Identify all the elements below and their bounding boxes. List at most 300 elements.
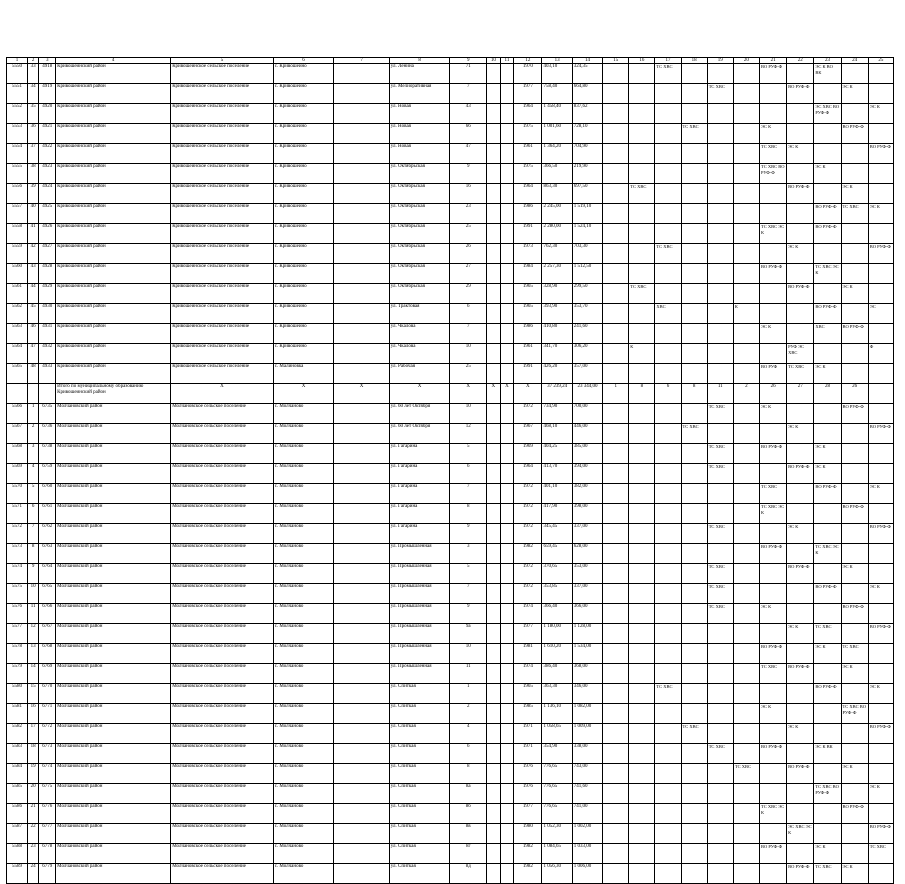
locality-cell: с. Молчаново bbox=[273, 544, 334, 564]
district-cell: Молчановский район bbox=[56, 484, 171, 504]
district-cell: Кривошеинский район bbox=[56, 124, 171, 144]
row-index: 14 bbox=[27, 664, 39, 684]
work-cell bbox=[814, 804, 841, 824]
blank-cell bbox=[334, 84, 389, 104]
object-id: 4919 bbox=[39, 84, 56, 104]
subtotal-label: Итого по муниципальному образованию Кривошеинский район bbox=[56, 384, 171, 404]
work-cell bbox=[733, 64, 759, 84]
work-cell bbox=[681, 644, 707, 664]
living-area-cell: 1 534,00 bbox=[572, 644, 602, 664]
column-number: 7 bbox=[334, 58, 389, 64]
work-cell bbox=[681, 504, 707, 524]
year-cell: 1977 bbox=[514, 624, 542, 644]
district-cell: Молчановский район bbox=[56, 744, 171, 764]
subtotal-cell: X bbox=[450, 384, 487, 404]
area-cell: 341,70 bbox=[542, 344, 572, 364]
street-cell: ул. Гагарина bbox=[389, 464, 450, 484]
living-area-cell: 368,00 bbox=[572, 664, 602, 684]
table-row bbox=[7, 404, 894, 424]
work-cell: ВО РУФ-Ф bbox=[814, 484, 841, 504]
object-id: 4920 bbox=[39, 104, 56, 124]
work-cell bbox=[759, 184, 786, 204]
work-cell bbox=[814, 764, 841, 784]
living-area-cell: 366,00 bbox=[572, 604, 602, 624]
blank-cell bbox=[334, 464, 389, 484]
work-cell bbox=[733, 664, 759, 684]
blank-cell bbox=[603, 804, 629, 824]
blank-cell bbox=[487, 684, 501, 704]
object-id: 6735 bbox=[39, 404, 56, 424]
work-cell bbox=[733, 204, 759, 224]
column-number: 3 bbox=[39, 58, 56, 64]
row-number: 5562 bbox=[7, 304, 28, 324]
row-index: 22 bbox=[27, 824, 39, 844]
blank-cell bbox=[603, 284, 629, 304]
work-cell bbox=[655, 784, 681, 804]
work-cell: ЭС К bbox=[841, 564, 868, 584]
subtotal-cell: 11 bbox=[707, 384, 733, 404]
year-cell: 1974 bbox=[514, 664, 542, 684]
blank-cell bbox=[487, 464, 501, 484]
living-area-cell: 338,00 bbox=[572, 744, 602, 764]
blank-cell bbox=[603, 784, 629, 804]
blank-cell bbox=[500, 484, 514, 504]
work-cell bbox=[814, 244, 841, 264]
street-cell: ул. Гагарина bbox=[389, 444, 450, 464]
work-cell bbox=[655, 544, 681, 564]
row-number: 5589 bbox=[7, 864, 28, 884]
blank-cell bbox=[334, 624, 389, 644]
street-cell: ул. Мелиоративная bbox=[389, 84, 450, 104]
house-cell: 25 bbox=[450, 224, 487, 244]
work-cell bbox=[707, 224, 733, 244]
work-cell bbox=[681, 464, 707, 484]
work-cell bbox=[868, 604, 893, 624]
work-cell bbox=[733, 724, 759, 744]
blank-cell bbox=[487, 264, 501, 284]
column-number: 11 bbox=[500, 58, 514, 64]
work-cell bbox=[733, 564, 759, 584]
work-cell: ТС ХВС bbox=[759, 484, 786, 504]
work-cell: ТС ХВС ЭС К bbox=[814, 544, 841, 564]
table-row bbox=[7, 704, 894, 724]
work-cell bbox=[707, 124, 733, 144]
blank-cell bbox=[500, 504, 514, 524]
work-cell bbox=[787, 644, 814, 664]
blank-cell bbox=[487, 244, 501, 264]
district-cell: Молчановский район bbox=[56, 804, 171, 824]
blank-cell bbox=[487, 64, 501, 84]
blank-cell bbox=[7, 384, 28, 404]
locality-cell: с. Молчаново bbox=[273, 444, 334, 464]
year-cell: 1961 bbox=[514, 344, 542, 364]
column-number: 14 bbox=[572, 58, 602, 64]
settlement-cell: Кривошеинское сельское поселение bbox=[171, 324, 274, 344]
year-cell: 1972 bbox=[514, 404, 542, 424]
work-cell bbox=[655, 864, 681, 884]
settlement-cell: Кривошеинское сельское поселение bbox=[171, 204, 274, 224]
work-cell bbox=[629, 64, 655, 84]
work-cell: ВО РУФ-Ф bbox=[841, 404, 868, 424]
work-cell bbox=[707, 184, 733, 204]
work-cell bbox=[868, 324, 893, 344]
column-number: 20 bbox=[733, 58, 759, 64]
work-cell bbox=[787, 544, 814, 564]
area-cell: 659,45 bbox=[542, 544, 572, 564]
street-cell: ул. Гагарина bbox=[389, 484, 450, 504]
year-cell: 1982 bbox=[514, 864, 542, 884]
district-cell: Молчановский район bbox=[56, 444, 171, 464]
work-cell bbox=[733, 504, 759, 524]
settlement-cell: Кривошеинское сельское поселение bbox=[171, 64, 274, 84]
house-cell: 7 bbox=[450, 324, 487, 344]
blank-cell bbox=[487, 224, 501, 244]
work-cell: ТС ХВС bbox=[655, 244, 681, 264]
work-cell bbox=[868, 84, 893, 104]
blank-cell bbox=[500, 84, 514, 104]
work-cell bbox=[681, 864, 707, 884]
work-cell bbox=[629, 664, 655, 684]
table-row bbox=[7, 444, 894, 464]
work-cell bbox=[681, 824, 707, 844]
blank-cell bbox=[603, 364, 629, 384]
work-cell bbox=[759, 464, 786, 484]
settlement-cell: Кривошеинское сельское поселение bbox=[171, 344, 274, 364]
work-cell bbox=[814, 84, 841, 104]
work-cell: ЭС К bbox=[814, 844, 841, 864]
street-cell: ул. Чкалова bbox=[389, 324, 450, 344]
work-cell bbox=[655, 164, 681, 184]
work-cell bbox=[655, 344, 681, 364]
work-cell bbox=[707, 144, 733, 164]
locality-cell: с. Кривошеино bbox=[273, 204, 334, 224]
blank-cell bbox=[603, 604, 629, 624]
house-cell: 8 bbox=[450, 764, 487, 784]
work-cell: ТС ХВС ВО РУФ-Ф bbox=[841, 704, 868, 724]
work-cell bbox=[707, 824, 733, 844]
work-cell bbox=[787, 404, 814, 424]
blank-cell bbox=[334, 784, 389, 804]
table-row bbox=[7, 544, 894, 564]
work-cell bbox=[629, 404, 655, 424]
work-cell bbox=[655, 264, 681, 284]
work-cell: ВО РУФ-Ф bbox=[787, 864, 814, 884]
area-cell: 863,30 bbox=[542, 184, 572, 204]
settlement-cell: Кривошеинское сельское поселение bbox=[171, 84, 274, 104]
table-row bbox=[7, 304, 894, 324]
house-cell: 6 bbox=[450, 744, 487, 764]
work-cell: ТС ХВС bbox=[681, 424, 707, 444]
year-cell: 1965 bbox=[514, 684, 542, 704]
row-index: 12 bbox=[27, 624, 39, 644]
settlement-cell: Молчановское сельское поселение bbox=[171, 564, 274, 584]
work-cell bbox=[868, 184, 893, 204]
settlement-cell: Молчановское сельское поселение bbox=[171, 544, 274, 564]
work-cell: ВО РУФ-Ф bbox=[759, 544, 786, 564]
work-cell: ЭС К ВК bbox=[814, 744, 841, 764]
work-cell bbox=[841, 524, 868, 544]
work-cell bbox=[629, 264, 655, 284]
work-cell: ЭС ХВС ЭС К bbox=[787, 824, 814, 844]
blank-cell bbox=[500, 644, 514, 664]
blank-cell bbox=[500, 624, 514, 644]
work-cell: ТС ХВС bbox=[707, 404, 733, 424]
column-number: 1 bbox=[7, 58, 28, 64]
blank-cell bbox=[603, 304, 629, 324]
work-cell bbox=[707, 504, 733, 524]
work-cell bbox=[681, 164, 707, 184]
district-cell: Молчановский район bbox=[56, 464, 171, 484]
work-cell: ТС ХВС bbox=[707, 524, 733, 544]
subtotal-cell: 28 bbox=[814, 384, 841, 404]
work-cell bbox=[681, 264, 707, 284]
work-cell bbox=[787, 64, 814, 84]
work-cell bbox=[629, 824, 655, 844]
street-cell: ул. Промышленная bbox=[389, 584, 450, 604]
settlement-cell: Молчановское сельское поселение bbox=[171, 584, 274, 604]
work-cell: ЭС К bbox=[841, 184, 868, 204]
row-index: 35 bbox=[27, 104, 39, 124]
work-cell bbox=[707, 204, 733, 224]
work-cell bbox=[707, 424, 733, 444]
row-index: 34 bbox=[27, 84, 39, 104]
year-cell: 1982 bbox=[514, 844, 542, 864]
settlement-cell: Молчановское сельское поселение bbox=[171, 744, 274, 764]
blank-cell bbox=[603, 144, 629, 164]
row-number: 5573 bbox=[7, 544, 28, 564]
column-number: 4 bbox=[56, 58, 171, 64]
blank-cell bbox=[334, 604, 389, 624]
area-cell: 404,25 bbox=[542, 444, 572, 464]
blank-cell bbox=[487, 484, 501, 504]
row-number: 5565 bbox=[7, 364, 28, 384]
blank-cell bbox=[500, 64, 514, 84]
work-cell bbox=[681, 364, 707, 384]
object-id: 6777 bbox=[39, 824, 56, 844]
living-area-cell: 1 128,00 bbox=[572, 624, 602, 644]
work-cell bbox=[629, 864, 655, 884]
register-sheet bbox=[6, 57, 894, 884]
blank-cell bbox=[334, 424, 389, 444]
work-cell bbox=[629, 224, 655, 244]
blank-cell bbox=[500, 704, 514, 724]
row-index: 9 bbox=[27, 564, 39, 584]
work-cell bbox=[733, 744, 759, 764]
column-number: 21 bbox=[759, 58, 786, 64]
row-index: 5 bbox=[27, 484, 39, 504]
work-cell bbox=[681, 84, 707, 104]
object-id: 6769 bbox=[39, 664, 56, 684]
row-number: 5579 bbox=[7, 664, 28, 684]
settlement-cell: Кривошеинское сельское поселение bbox=[171, 364, 274, 384]
living-area-cell: 324,35 bbox=[572, 64, 602, 84]
locality-cell: с. Молчаново bbox=[273, 684, 334, 704]
blank-cell bbox=[603, 84, 629, 104]
blank-cell bbox=[500, 844, 514, 864]
year-cell: 1970 bbox=[514, 64, 542, 84]
work-cell: ТС ХВС ЭС К bbox=[759, 804, 786, 824]
blank-cell bbox=[603, 564, 629, 584]
work-cell bbox=[629, 364, 655, 384]
work-cell bbox=[629, 504, 655, 524]
blank-cell bbox=[603, 764, 629, 784]
object-id: 4922 bbox=[39, 144, 56, 164]
house-cell: 9 bbox=[450, 524, 487, 544]
work-cell bbox=[841, 304, 868, 324]
house-cell: 11 bbox=[450, 664, 487, 684]
table-row bbox=[7, 644, 894, 664]
row-number: 5581 bbox=[7, 704, 28, 724]
blank-cell bbox=[500, 444, 514, 464]
blank-cell bbox=[487, 444, 501, 464]
area-cell: 762,30 bbox=[542, 244, 572, 264]
work-cell bbox=[868, 564, 893, 584]
house-cell: 9 bbox=[450, 604, 487, 624]
blank-cell bbox=[500, 264, 514, 284]
settlement-cell: Молчановское сельское поселение bbox=[171, 844, 274, 864]
blank-cell bbox=[603, 644, 629, 664]
blank-cell bbox=[500, 104, 514, 124]
year-cell: 1981 bbox=[514, 644, 542, 664]
district-cell: Кривошеинский район bbox=[56, 364, 171, 384]
subtotal-cell: 8 bbox=[681, 384, 707, 404]
blank-cell bbox=[487, 284, 501, 304]
area-cell: 734,90 bbox=[542, 404, 572, 424]
house-cell: 12 bbox=[450, 424, 487, 444]
street-cell: ул. Спиткая bbox=[389, 804, 450, 824]
living-area-cell: 697,50 bbox=[572, 184, 602, 204]
object-id: 4931 bbox=[39, 324, 56, 344]
work-cell bbox=[629, 444, 655, 464]
blank-cell bbox=[603, 624, 629, 644]
column-number: 13 bbox=[542, 58, 572, 64]
locality-cell: с. Кривошеино bbox=[273, 264, 334, 284]
area-cell: 1 364,20 bbox=[542, 144, 572, 164]
blank-cell bbox=[334, 524, 389, 544]
year-cell: 1976 bbox=[514, 784, 542, 804]
work-cell: ЭС К bbox=[841, 764, 868, 784]
district-cell: Молчановский район bbox=[56, 544, 171, 564]
blank-cell bbox=[487, 184, 501, 204]
house-cell: 8д bbox=[450, 864, 487, 884]
year-cell: 1986 bbox=[514, 324, 542, 344]
subtotal-row bbox=[7, 384, 894, 404]
house-cell: 23 bbox=[450, 204, 487, 224]
work-cell bbox=[629, 804, 655, 824]
work-cell bbox=[655, 824, 681, 844]
locality-cell: с. Молчаново bbox=[273, 464, 334, 484]
blank-cell bbox=[334, 284, 389, 304]
work-cell bbox=[759, 524, 786, 544]
work-cell bbox=[707, 104, 733, 124]
work-cell bbox=[681, 684, 707, 704]
blank-cell bbox=[868, 384, 893, 404]
blank-cell bbox=[603, 64, 629, 84]
living-area-cell: 357,00 bbox=[572, 364, 602, 384]
house-cell: 10 bbox=[450, 644, 487, 664]
street-cell: ул. Новая bbox=[389, 144, 450, 164]
work-cell bbox=[841, 424, 868, 444]
area-cell: 1 136,10 bbox=[542, 704, 572, 724]
row-number: 5571 bbox=[7, 504, 28, 524]
column-number: 12 bbox=[514, 58, 542, 64]
row-index: 38 bbox=[27, 164, 39, 184]
work-cell bbox=[655, 444, 681, 464]
row-index: 24 bbox=[27, 864, 39, 884]
work-cell bbox=[707, 764, 733, 784]
work-cell bbox=[733, 124, 759, 144]
work-cell bbox=[787, 604, 814, 624]
area-cell: 366,40 bbox=[542, 604, 572, 624]
object-id: 6778 bbox=[39, 844, 56, 864]
table-row bbox=[7, 284, 894, 304]
column-number: 10 bbox=[487, 58, 501, 64]
work-cell: ЭС К bbox=[759, 124, 786, 144]
work-cell bbox=[707, 364, 733, 384]
work-cell bbox=[787, 124, 814, 144]
blank-cell bbox=[487, 164, 501, 184]
work-cell bbox=[681, 524, 707, 544]
living-area-cell: 704,90 bbox=[572, 144, 602, 164]
subtotal-cell: 2 bbox=[733, 384, 759, 404]
settlement-cell: Молчановское сельское поселение bbox=[171, 464, 274, 484]
locality-cell: с. Молчаново bbox=[273, 724, 334, 744]
work-cell bbox=[655, 644, 681, 664]
work-cell: ЭС К bbox=[814, 464, 841, 484]
work-cell bbox=[681, 544, 707, 564]
settlement-cell: Кривошеинское сельское поселение bbox=[171, 284, 274, 304]
work-cell bbox=[681, 224, 707, 244]
row-number: 5587 bbox=[7, 824, 28, 844]
work-cell bbox=[841, 104, 868, 124]
work-cell bbox=[868, 444, 893, 464]
year-cell: 1964 bbox=[514, 184, 542, 204]
area-cell: 1 084,65 bbox=[542, 844, 572, 864]
work-cell bbox=[629, 84, 655, 104]
blank-cell bbox=[500, 144, 514, 164]
blank-cell bbox=[500, 804, 514, 824]
work-cell bbox=[655, 524, 681, 544]
blank-cell bbox=[500, 664, 514, 684]
street-cell: ул. Спиткая bbox=[389, 784, 450, 804]
work-cell: ТС ХВС bbox=[733, 764, 759, 784]
year-cell: 1975 bbox=[514, 124, 542, 144]
street-cell: ул. Октябрьская bbox=[389, 224, 450, 244]
column-number: 18 bbox=[681, 58, 707, 64]
blank-cell bbox=[487, 204, 501, 224]
work-cell bbox=[841, 444, 868, 464]
work-cell bbox=[733, 164, 759, 184]
work-cell bbox=[655, 284, 681, 304]
work-cell bbox=[733, 144, 759, 164]
table-row bbox=[7, 344, 894, 364]
blank-cell bbox=[603, 484, 629, 504]
area-cell: 354,90 bbox=[542, 744, 572, 764]
living-area-cell: 628,00 bbox=[572, 544, 602, 564]
blank-cell bbox=[487, 524, 501, 544]
work-cell bbox=[868, 264, 893, 284]
work-cell bbox=[629, 124, 655, 144]
area-cell: 345,45 bbox=[542, 524, 572, 544]
blank-cell bbox=[603, 344, 629, 364]
blank-cell bbox=[334, 224, 389, 244]
street-cell: ул. Спиткая bbox=[389, 724, 450, 744]
blank-cell bbox=[603, 324, 629, 344]
blank-cell bbox=[603, 124, 629, 144]
house-cell: 6 bbox=[450, 304, 487, 324]
work-cell bbox=[759, 584, 786, 604]
living-area-cell: 353,00 bbox=[572, 564, 602, 584]
